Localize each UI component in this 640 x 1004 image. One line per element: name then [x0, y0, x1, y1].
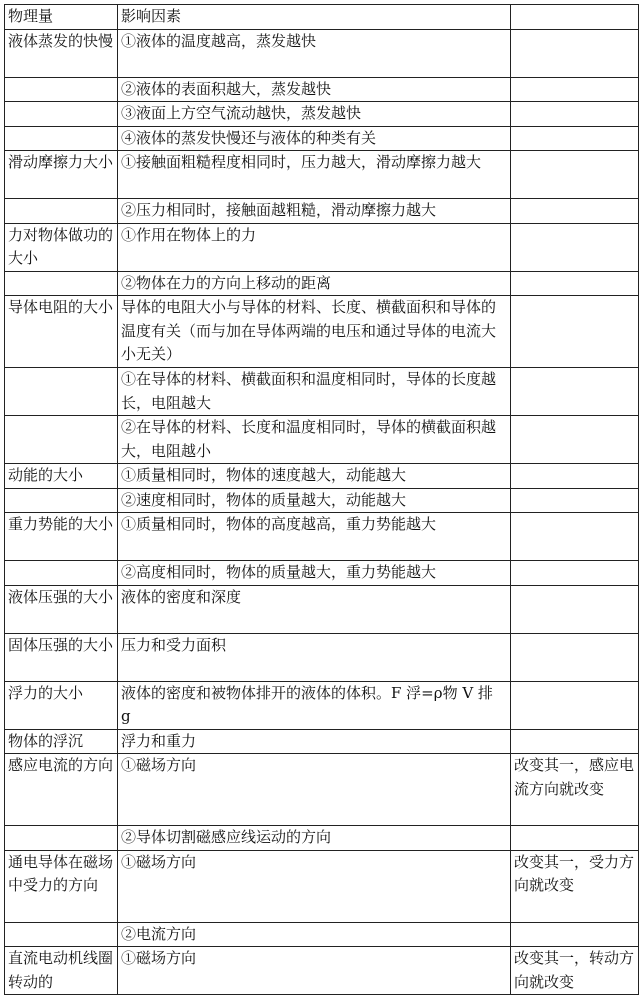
table-row	[5, 947, 639, 995]
table-row	[5, 271, 639, 296]
table-row	[5, 29, 639, 77]
quantity-cell: 固体压强的大小	[5, 633, 118, 681]
factor-cell: ①作用在物体上的力	[118, 223, 511, 271]
quantity-cell	[5, 826, 118, 851]
factor-cell: ①质量相同时，物体的高度越高，重力势能越大	[118, 513, 511, 561]
table-row	[5, 681, 639, 729]
table-row	[5, 513, 639, 561]
quantity-cell	[5, 126, 118, 151]
physics-factors-table	[4, 4, 639, 995]
quantity-cell: 液体压强的大小	[5, 585, 118, 633]
factor-cell: 压力和受力面积	[118, 633, 511, 681]
note-cell	[511, 826, 639, 851]
note-cell	[511, 199, 639, 224]
note-cell: 改变其一，转动方向就改变	[511, 947, 639, 995]
table-row	[5, 729, 639, 754]
note-cell	[511, 633, 639, 681]
table-row	[5, 754, 639, 826]
table-row	[5, 199, 639, 224]
table-row	[5, 922, 639, 947]
factor-cell: ①磁场方向	[118, 754, 511, 826]
factor-cell: ①在导体的材料、横截面积和温度相同时，导体的长度越长，电阻越大	[118, 368, 511, 416]
quantity-cell	[5, 488, 118, 513]
note-cell	[511, 561, 639, 586]
factor-cell: ②高度相同时，物体的质量越大，重力势能越大	[118, 561, 511, 586]
header-cell: 影响因素	[118, 5, 511, 30]
quantity-cell: 感应电流的方向	[5, 754, 118, 826]
factor-cell: 液体的密度和被物体排开的液体的体积。F 浮=ρ物 V 排 g	[118, 681, 511, 729]
quantity-cell: 动能的大小	[5, 464, 118, 489]
note-cell	[511, 488, 639, 513]
table-header-row	[5, 5, 639, 30]
table-row	[5, 223, 639, 271]
header-cell: 物理量	[5, 5, 118, 30]
note-cell	[511, 126, 639, 151]
table-row	[5, 296, 639, 368]
factor-cell: ②液体的表面积越大，蒸发越快	[118, 77, 511, 102]
quantity-cell: 重力势能的大小	[5, 513, 118, 561]
table-row	[5, 585, 639, 633]
note-cell	[511, 416, 639, 464]
note-cell	[511, 729, 639, 754]
note-cell: 改变其一，受力方向就改变	[511, 850, 639, 922]
quantity-cell	[5, 77, 118, 102]
note-cell	[511, 151, 639, 199]
note-cell	[511, 296, 639, 368]
factor-cell: ①磁场方向	[118, 947, 511, 995]
table-row	[5, 561, 639, 586]
table-row	[5, 464, 639, 489]
quantity-cell	[5, 561, 118, 586]
note-cell	[511, 464, 639, 489]
quantity-cell	[5, 416, 118, 464]
note-cell	[511, 585, 639, 633]
note-cell	[511, 513, 639, 561]
quantity-cell: 导体电阻的大小	[5, 296, 118, 368]
factor-cell: 液体的密度和深度	[118, 585, 511, 633]
table-row	[5, 416, 639, 464]
factor-cell: ①磁场方向	[118, 850, 511, 922]
table-row	[5, 850, 639, 922]
table-row	[5, 126, 639, 151]
table-row	[5, 102, 639, 127]
factor-cell: ②压力相同时，接触面越粗糙，滑动摩擦力越大	[118, 199, 511, 224]
table-row	[5, 151, 639, 199]
table-row	[5, 488, 639, 513]
header-cell	[511, 5, 639, 30]
factor-cell: ①质量相同时，物体的速度越大，动能越大	[118, 464, 511, 489]
note-cell	[511, 271, 639, 296]
note-cell	[511, 102, 639, 127]
table-row	[5, 633, 639, 681]
table-row	[5, 826, 639, 851]
note-cell	[511, 368, 639, 416]
factor-cell: ②电流方向	[118, 922, 511, 947]
factor-cell: ②物体在力的方向上移动的距离	[118, 271, 511, 296]
note-cell: 改变其一，感应电流方向就改变	[511, 754, 639, 826]
quantity-cell	[5, 199, 118, 224]
table-row	[5, 77, 639, 102]
note-cell	[511, 29, 639, 77]
note-cell	[511, 223, 639, 271]
quantity-cell: 浮力的大小	[5, 681, 118, 729]
note-cell	[511, 77, 639, 102]
factor-cell: 浮力和重力	[118, 729, 511, 754]
quantity-cell: 直流电动机线圈转动的	[5, 947, 118, 995]
table-row	[5, 368, 639, 416]
quantity-cell: 力对物体做功的大小	[5, 223, 118, 271]
factor-cell: ②速度相同时，物体的质量越大，动能越大	[118, 488, 511, 513]
factor-cell: ④液体的蒸发快慢还与液体的种类有关	[118, 126, 511, 151]
factor-cell: ②导体切割磁感应线运动的方向	[118, 826, 511, 851]
quantity-cell: 物体的浮沉	[5, 729, 118, 754]
note-cell	[511, 922, 639, 947]
quantity-cell	[5, 271, 118, 296]
quantity-cell	[5, 368, 118, 416]
quantity-cell: 滑动摩擦力大小	[5, 151, 118, 199]
factor-cell: ②在导体的材料、长度和温度相同时，导体的横截面积越大，电阻越小	[118, 416, 511, 464]
quantity-cell: 液体蒸发的快慢	[5, 29, 118, 77]
quantity-cell	[5, 922, 118, 947]
factor-cell: ①液体的温度越高，蒸发越快	[118, 29, 511, 77]
note-cell	[511, 681, 639, 729]
factor-cell: ③液面上方空气流动越快，蒸发越快	[118, 102, 511, 127]
quantity-cell	[5, 102, 118, 127]
factor-cell: 导体的电阻大小与导体的材料、长度、横截面积和导体的温度有关（而与加在导体两端的电压和通过导体的电流大小无关）	[118, 296, 511, 368]
quantity-cell: 通电导体在磁场中受力的方向	[5, 850, 118, 922]
factor-cell: ①接触面粗糙程度相同时，压力越大，滑动摩擦力越大	[118, 151, 511, 199]
